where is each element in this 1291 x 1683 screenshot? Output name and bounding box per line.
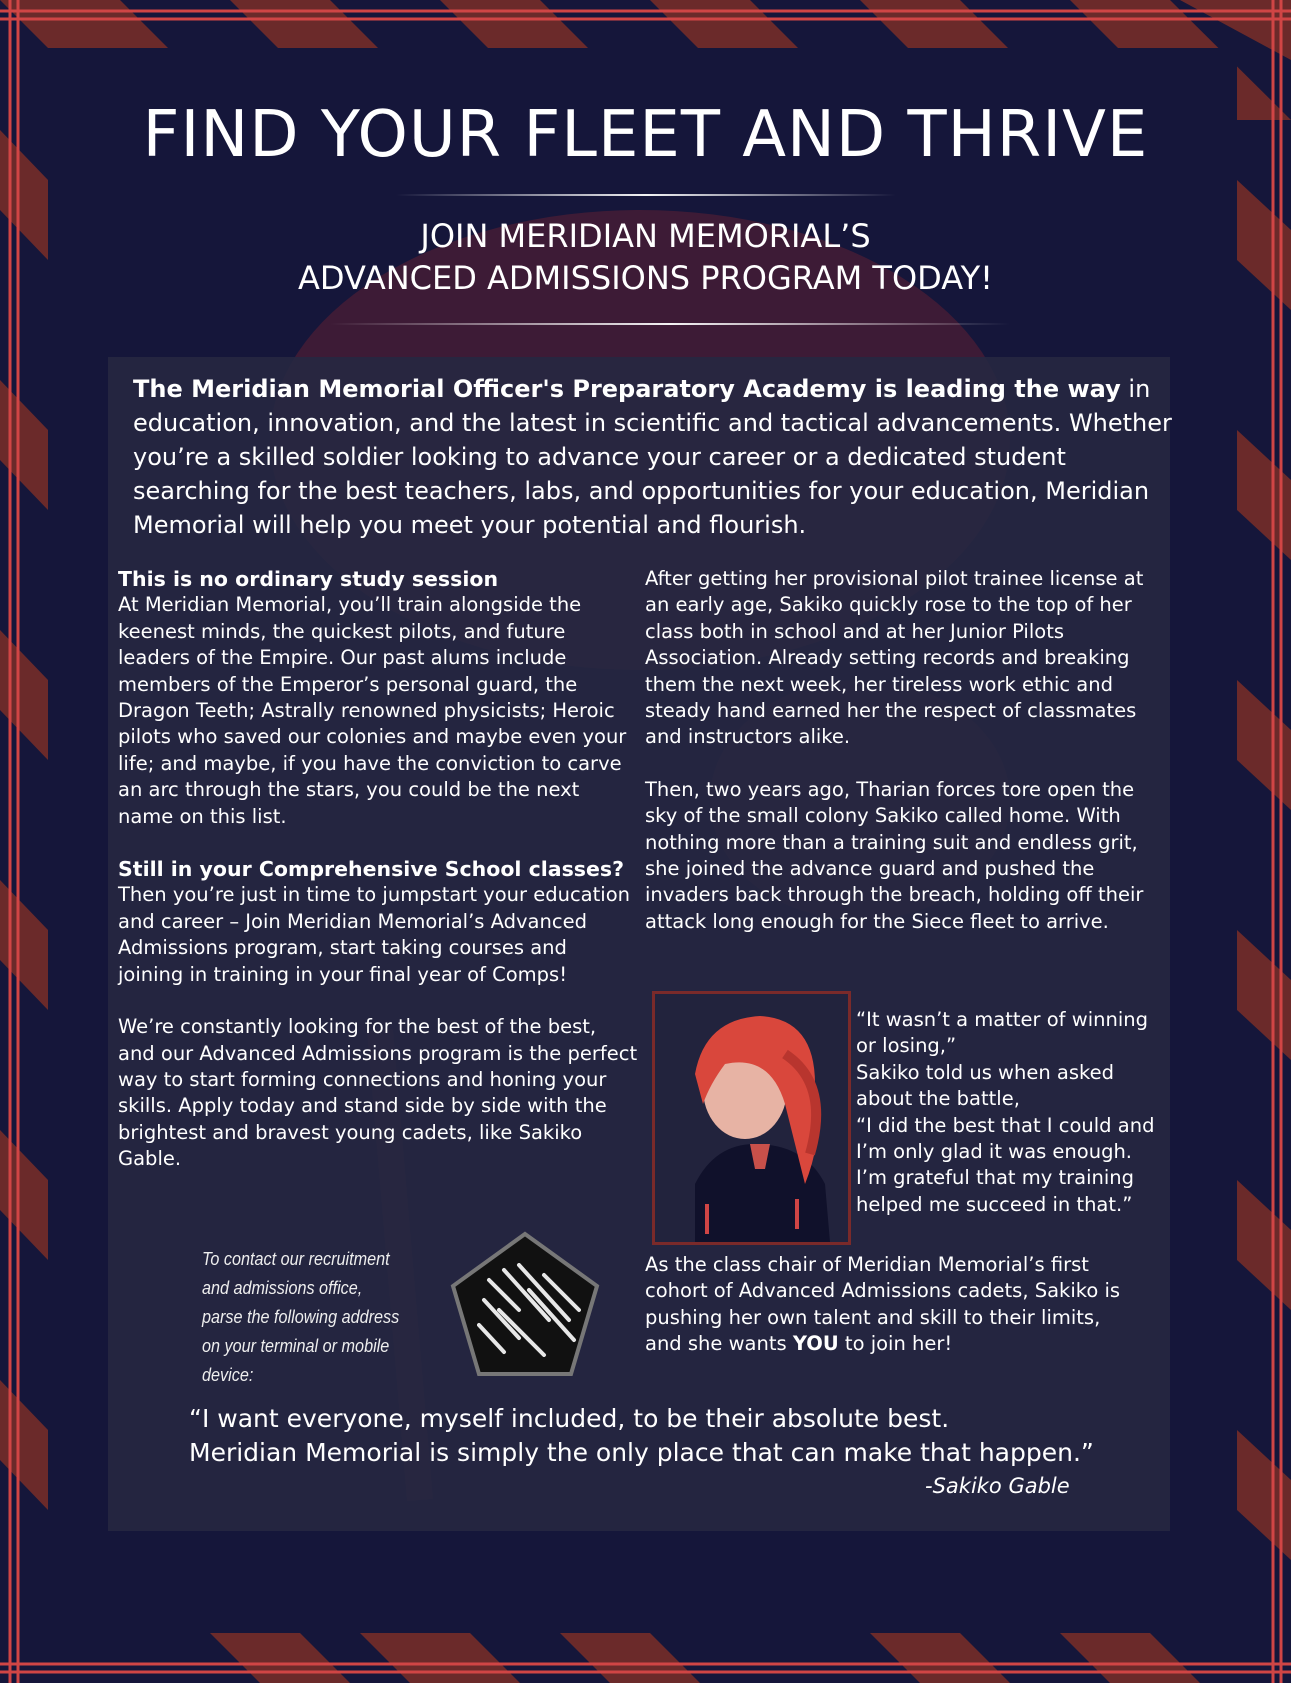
sakiko-portrait [652, 991, 851, 1245]
section-heading-comprehensive: Still in your Comprehensive School classes? [118, 857, 624, 882]
best-of-best-paragraph: We’re constantly looking for the best of the best, and our Advanced Admissions program is the perfect way to start forming connections and honing your skills. Apply today and stand side by side with the brightest and bravest young cadets, like Sakiko Gable. [118, 1015, 638, 1171]
alumni-paragraph: At Meridian Memorial, you’ll train alongside the keenest minds, the quickest pilots, and future leaders of the Empire. Our past alums include members of the Emperor’s personal guard, the Dragon Teeth; Astrally renowned physicists; Heroic pilots who saved our colonies and maybe even your life; and maybe, if you have the conviction to carve an arc through the stars, you could be the next name on this list. [118, 593, 627, 828]
left-column [118, 566, 638, 1173]
contact-instructions: To contact our recruitment and admissions office, parse the following address on your terminal or mobile device: [202, 1249, 400, 1385]
class-chair-paragraph: As the class chair of Meridian Memorial’s first cohort of Advanced Admissions cadets, Sakiko is pushing her own talent and skill to their limits, and she wants YOU to join her! [645, 1253, 1121, 1356]
sakiko-portrait-illustration [655, 994, 848, 1242]
title-divider [396, 194, 896, 196]
sakiko-quote [856, 1007, 1168, 1218]
tharian-attack-paragraph: Then, two years ago, Tharian forces tore open the sky of the small colony Sakiko called home. With nothing more than a training suit and endless grit, she joined the advance guard and pushed the invaders back through the breach, holding off their attack long enough for the Siece fleet to arrive. [645, 777, 1144, 933]
subtitle-divider [330, 323, 1010, 325]
right-column [645, 566, 1145, 935]
quote-signature: -Sakiko Gable [925, 1474, 1070, 1498]
quote-attribution: Sakiko told us when asked about the battle, [856, 1060, 1114, 1111]
quote-line-1: “It wasn’t a matter of winning or losing,” [856, 1008, 1148, 1058]
closing-quote-line-1: “I want everyone, myself included, to be their absolute best. [189, 1404, 950, 1433]
section-heading-ordinary: This is no ordinary study session [118, 567, 499, 591]
you-emphasis: YOU [792, 1332, 839, 1356]
scan-code-icon[interactable] [449, 1230, 601, 1378]
intro-lead: The Meridian Memorial Officer's Preparatory Academy is leading the way [133, 375, 1121, 403]
jumpstart-paragraph: Then you’re just in time to jumpstart your education and career – Join Meridian Memorial’s Advanced Admissions program, start taking courses and joining in training in your final year of Comps! [118, 883, 630, 986]
intro-body: in education, innovation, and the latest in scientific and tactical advancements. Whether you’re a skilled soldier looking to advance your career or a dedicated student searching for the best teachers, labs, and opportunities for your education, Meridian Memorial will help you meet your potential and flourish. [133, 375, 1172, 539]
sakiko-history-paragraph: After getting her provisional pilot trainee license at an early age, Sakiko quickly rose to the top of her class both in school and at her Junior Pilots Association. Already setting records and breaking them the next week, her tireless work ethic and steady hand earned her the respect of classmates and instructors alike. [645, 567, 1144, 749]
closing-quote-line-2: Meridian Memorial is simply the only place that can make that happen.” [189, 1438, 1094, 1467]
subtitle-line-1: JOIN MERIDIAN MEMORIAL’S [420, 217, 871, 255]
intro-paragraph [133, 372, 1173, 542]
subtitle-line-2: ADVANCED ADMISSIONS PROGRAM TODAY! [298, 259, 993, 297]
page-title: FIND YOUR FLEET AND THRIVE [142, 98, 1149, 172]
quote-line-2: “I did the best that I could and I’m only glad it was enough. I’m grateful that my training helped me succeed in that.” [856, 1113, 1155, 1216]
closing-quote [189, 1402, 1189, 1470]
